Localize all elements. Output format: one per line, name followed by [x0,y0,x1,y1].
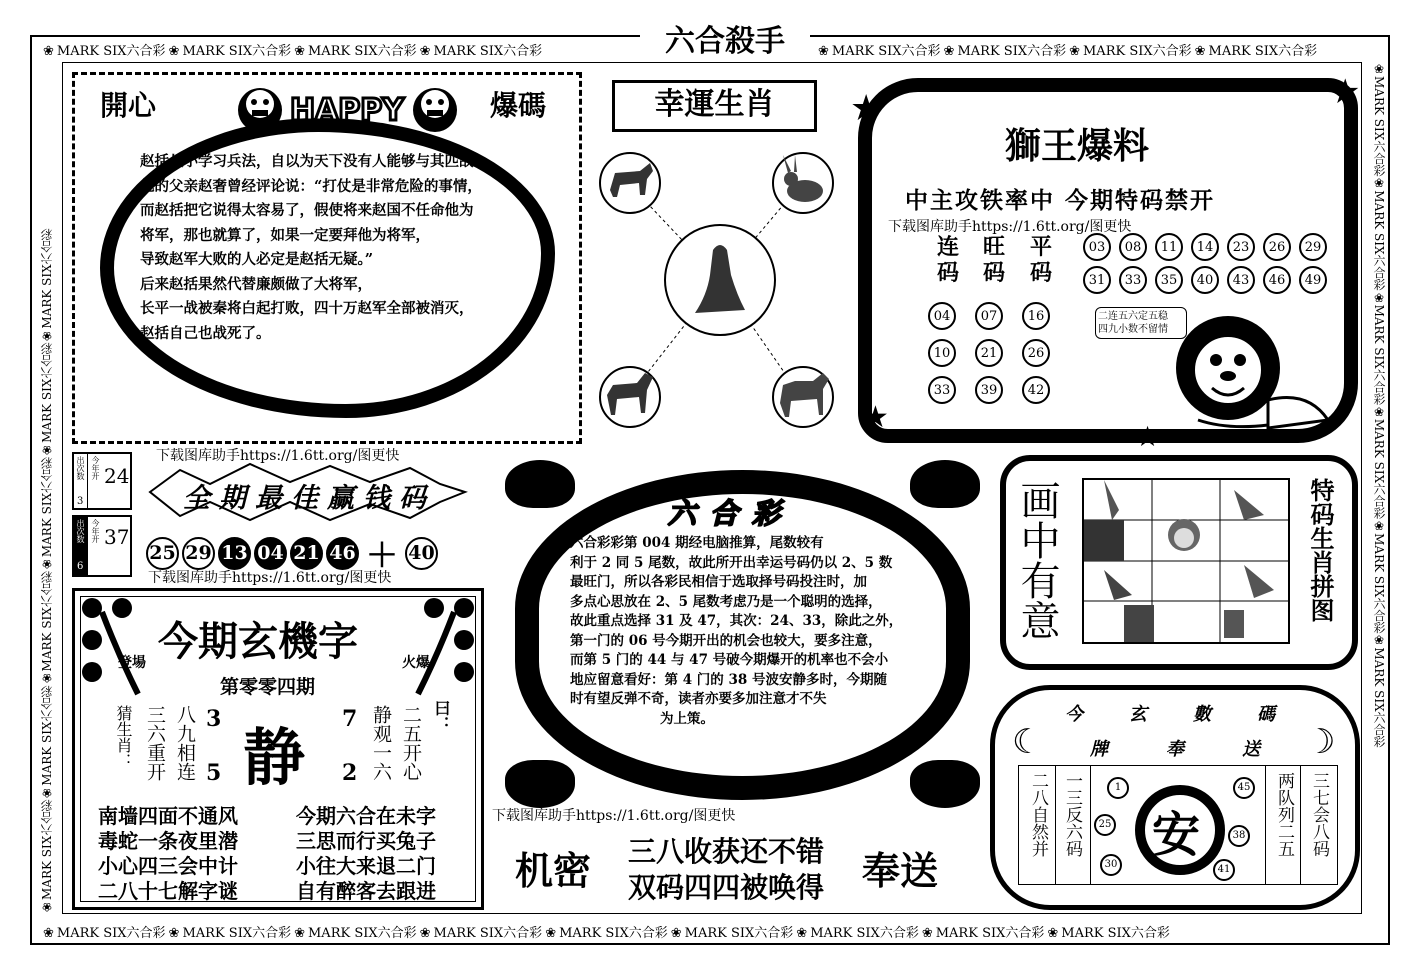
secret-left: 机密 [515,849,592,893]
cards-col2: 一三反六码 [1062,772,1082,857]
lion-grid-row [928,339,1050,367]
star-icon: ★ [850,88,883,129]
border-text: MARK SIX六合彩 [433,44,543,58]
flower-icon: ❀ [943,44,955,58]
lion-url: 下载图库助手https://1.6tt.org/图更快 [888,219,1132,235]
xuanji-poem-left [98,804,238,904]
border-text: MARK SIX六合彩 [1372,533,1386,634]
lion-grid-row [928,376,1050,404]
flower-icon: ❀ [1372,633,1386,648]
center-line: 为上策。 [660,710,714,727]
flower-icon: ❀ [40,785,54,800]
border-text: MARK SIX六合彩 [1372,647,1386,748]
lion-number: 39 [975,376,1003,404]
poem-line: 小心四三会中计 [98,854,238,878]
happy-left-label: 開心 [100,89,157,122]
moon-icon: ☾ [1305,722,1336,762]
border-text: MARK SIX六合彩 [935,926,1045,940]
cards-title-ch: 玄 [1129,704,1147,725]
cards-title-ch: 送 [1242,739,1260,760]
flower-icon: ❀ [40,557,54,572]
flower-icon: ❀ [1372,404,1386,419]
lion-number: 49 [1299,266,1327,294]
xuanji-right-tag: 火爆 [402,655,430,671]
border-text: MARK SIX六合彩 [308,44,417,58]
best-box2-label2: 出次数 [76,519,85,543]
border-text: MARK SIX六合彩 [56,926,166,940]
cards-title-row1 [1065,700,1275,726]
best-box2-label1: 今年开 [91,519,100,543]
border-right [1368,62,1388,914]
cloud-icon [505,460,575,508]
xuanji-guess-label: 猜生肖： [114,705,133,769]
border-left [38,62,58,914]
center-line: 多点心思放在 2、5 尾数考虑乃是一个聪明的选择， [570,593,882,610]
poem-line: 自有醉客去跟进 [296,879,436,903]
star-icon: ★ [1135,420,1161,453]
border-text: MARK SIX六合彩 [1372,76,1386,177]
border-text: MARK SIX六合彩 [1372,190,1386,291]
border-text: MARK SIX六合彩 [433,926,543,940]
cards-col1: 二八自然并 [1028,772,1048,857]
flower-icon: ❀ [419,44,431,58]
border-text: MARK SIX六合彩 [308,926,417,940]
moon-icon: ☾ [1012,722,1043,762]
border-text: MARK SIX六合彩 [40,685,54,786]
lion-label-wang: 旺码 [983,234,1006,286]
story-line: 而赵括把它说得太容易了，假使将来赵国不任命他为 [140,202,474,219]
lion-number: 31 [1083,266,1111,294]
border-text: MARK SIX六合彩 [559,926,668,940]
best-number: 13 [218,537,251,570]
happy-story [140,150,540,346]
best-url-top: 下载图库助手https://1.6tt.org/图更快 [156,448,400,464]
lion-number: 08 [1119,233,1147,261]
lion-number: 04 [928,302,956,330]
flower-icon: ❀ [168,44,180,58]
secret-right: 奉送 [862,849,939,893]
cloud-icon [910,760,980,808]
best-box1-num: 24 [104,464,130,488]
xuanji-num-rb: 2 [342,760,358,786]
best-number: 46 [326,537,359,570]
lucky-graphic [595,145,845,435]
border-top [40,40,630,58]
cards-num-4: 45 [1233,775,1255,799]
flower-icon: ❀ [1372,290,1386,305]
border-text: MARK SIX六合彩 [684,926,794,940]
cards-col3: 两队列二五 [1274,772,1294,857]
flower-icon: ❀ [294,44,305,58]
lion-number: 40 [1191,266,1219,294]
flower-icon: ❀ [1372,176,1386,191]
center-line: 故此重点选择 31 及 47，其次：24、33，除此之外， [570,613,903,629]
best-special-number: 40 [405,537,438,570]
poem-line: 今期六合在未字 [296,804,436,828]
best-box1 [72,452,132,510]
xuanji-issue: 第零零四期 [220,676,316,698]
lion-label-ping: 平码 [1030,234,1053,286]
lion-number: 26 [1022,339,1050,367]
lion-bubble-line1: 二连五六定五稳 [1098,311,1168,322]
xuanji-left-tag: 登場 [118,655,146,671]
center-text [570,534,940,729]
center-line: 六合彩彩第 004 期经电脑推算，尾数较有 [570,535,824,551]
center-banner: 六合彩 [668,497,795,530]
lion-number: 33 [1119,266,1147,294]
lion-number: 03 [1083,233,1111,261]
cards-title-ch: 數 [1193,704,1211,725]
flower-icon: ❀ [168,926,180,940]
lion-label-lian: 连码 [937,234,960,286]
best-box1-count: 3 [77,496,84,507]
lion-number: 29 [1299,233,1327,261]
happy-right-label: 爆碼 [490,89,547,122]
xuanji-num-lt: 3 [206,706,222,732]
lion-icon [1168,310,1338,435]
xuanji-poem-right [296,804,436,904]
best-number: 25 [146,537,179,570]
story-line: 赵括从小学习兵法，自以为天下没有人能够与其匹敌。 [140,153,488,170]
xuanji-deco-left [78,594,148,704]
flower-icon: ❀ [40,328,54,343]
flower-icon: ❀ [43,44,54,58]
poem-line: 毒蛇一条夜里潜 [98,829,238,853]
cards-num-6: 41 [1213,857,1235,881]
lion-number: 07 [975,302,1003,330]
best-box2 [72,515,132,577]
picture-left-title: 画中有意 [1014,480,1060,640]
border-text: MARK SIX六合彩 [56,44,166,58]
border-bottom [40,922,1385,940]
xuanji-num-lb: 5 [206,760,222,786]
border-text: MARK SIX六合彩 [1208,44,1318,58]
story-line: 导致赵军大败的人必定是赵括无疑。” [140,251,374,268]
lion-grid [928,302,1050,413]
center-line: 地应留意看好：第 4 门的 38 号波安静多时，今期随 [570,671,887,688]
flower-icon: ❀ [1194,44,1206,58]
border-text: MARK SIX六合彩 [1372,304,1386,405]
xuanji-col3: 静观一六 [370,705,392,781]
flower-icon: ❀ [1069,44,1080,58]
flower-icon: ❀ [670,926,682,940]
story-line: 长平一战被秦将白起打败，四十万赵军全部被消灭， [140,300,474,317]
best-box1-label2: 出次数 [76,456,85,480]
lion-number: 10 [928,339,956,367]
cards-num-5: 38 [1228,823,1250,847]
border-text: MARK SIX六合彩 [40,571,54,672]
border-text: MARK SIX六合彩 [1372,418,1386,520]
story-line: 他的父亲赵奢曾经评论说：“打仗是非常危险的事情， [140,177,482,195]
flower-icon: ❀ [40,671,54,686]
border-text: MARK SIX六合彩 [831,44,941,58]
best-number: 29 [182,537,215,570]
best-number: 21 [290,537,323,570]
lion-subtitle: 中主攻铁率中 今期特码禁开 [905,187,1216,214]
poem-line: 南墙四面不通风 [98,804,238,828]
flower-icon: ❀ [796,926,808,940]
secret-line1: 三八收获还不错 [628,835,825,868]
lion-row2 [1083,266,1327,294]
flower-icon: ❀ [921,926,933,940]
cards-center-char: 安 [1152,807,1201,863]
border-top-right [815,40,1385,58]
cards-title-row2 [1090,735,1260,761]
flower-icon: ❀ [545,926,557,940]
cards-title-ch: 牌 [1090,739,1108,760]
lion-bubble-line2: 四九小数不留情 [1098,324,1168,335]
plus-sign: ＋ [366,536,399,574]
flower-icon: ❀ [1372,519,1386,534]
lion-number: 21 [975,339,1003,367]
flower-icon: ❀ [818,44,829,58]
xuanji-col1: 三六重开 [144,705,166,781]
flower-icon: ❀ [40,442,54,457]
best-url-bottom: 下载图库助手https://1.6tt.org/图更快 [148,570,392,586]
border-text: MARK SIX六合彩 [40,342,54,443]
poem-line: 小往大来退二门 [296,854,436,878]
lion-row1 [1083,233,1327,261]
best-number: 04 [254,537,287,570]
border-text: MARK SIX六合彩 [957,44,1067,58]
lion-number: 16 [1022,302,1050,330]
poem-line: 二八十七解字谜 [98,879,238,903]
lion-title: 獅王爆料 [1005,126,1150,167]
story-line: 后来赵括果然代替廉颇做了大将军， [140,275,372,293]
secret-line2: 双码四四被唤得 [628,871,825,904]
border-text: MARK SIX六合彩 [182,44,292,58]
center-line: 而第 5 门的 44 与 47 号破今期爆开的机率也不会小 [570,652,889,668]
best-box2-count: 6 [77,561,84,572]
lucky-title: 幸運生肖 [612,80,817,132]
cloud-icon [505,760,575,808]
picture-right-title: 特码生肖拼图 [1306,478,1334,622]
lion-number: 26 [1263,233,1291,261]
xuanji-right-label: 曰： [432,700,451,732]
page-title: 六合殺手 [640,22,810,62]
center-line: 利于 2 同 5 尾数，故此所开出幸运号码仍以 2、5 数 [570,554,893,571]
story-line: 将军，那也就算了，如果一定要拜他为将军， [140,226,430,244]
border-text: MARK SIX六合彩 [1083,44,1192,58]
border-text: MARK SIX六合彩 [40,228,54,329]
star-icon: ★ [862,400,889,435]
best-title: 全期最佳赢钱码 [183,483,435,514]
flower-icon: ❀ [294,926,305,940]
xuanji-col4: 二五开心 [400,705,422,781]
lion-number: 23 [1227,233,1255,261]
flower-icon: ❀ [43,926,54,940]
best-box1-label1: 今年开 [91,456,100,480]
story-line: 赵括自己也战死了。 [140,324,271,342]
center-line: 时有望反弹不奇，读者亦要多加注意才不失 [570,691,827,707]
flower-icon: ❀ [419,926,431,940]
border-text: MARK SIX六合彩 [810,926,919,940]
happy-banner [235,80,460,138]
lion-grid-row [928,302,1050,330]
border-text: MARK SIX六合彩 [40,456,54,558]
border-text: MARK SIX六合彩 [182,926,292,940]
lion-number: 35 [1155,266,1183,294]
happy-banner-text: HAPPY [289,93,405,128]
lion-number: 14 [1191,233,1219,261]
cards-title-ch: 今 [1065,704,1083,725]
xuanji-center-char: 静 [243,721,306,794]
lion-number: 43 [1227,266,1255,294]
border-text: MARK SIX六合彩 [40,799,54,900]
center-line: 第一门的 06 号今期开出的机会也较大，要多注意， [570,632,882,649]
flower-icon: ❀ [1372,62,1386,76]
lion-number: 11 [1155,233,1183,261]
xuanji-num-rt: 7 [342,706,358,732]
lion-number: 46 [1263,266,1291,294]
poem-line: 三思而行买兔子 [296,829,436,853]
cards-title-ch: 奉 [1166,739,1184,760]
flower-icon: ❀ [40,900,54,914]
center-line: 最旺门，所以各彩民相信于选取择号码投注时，加 [570,574,867,590]
lion-number: 33 [928,376,956,404]
lion-number: 42 [1022,376,1050,404]
flower-icon: ❀ [1047,926,1059,940]
cards-num-1: 1 [1107,775,1129,799]
cloud-icon [910,460,980,508]
best-box2-num: 37 [104,525,130,549]
picture-grid [1082,478,1290,644]
secret-url: 下载图库助手https://1.6tt.org/图更快 [492,808,736,824]
cards-num-3: 30 [1100,852,1122,876]
star-icon: ★ [1330,72,1361,112]
cards-num-2: 25 [1094,812,1116,836]
xuanji-col2: 八九相连 [174,705,196,781]
xuanji-deco-right [408,594,478,704]
cards-title-ch: 碼 [1257,704,1275,725]
border-text: MARK SIX六合彩 [1061,926,1170,940]
cards-col4: 三七会八码 [1309,772,1329,857]
xuanji-title: 今期玄機字 [158,619,358,665]
